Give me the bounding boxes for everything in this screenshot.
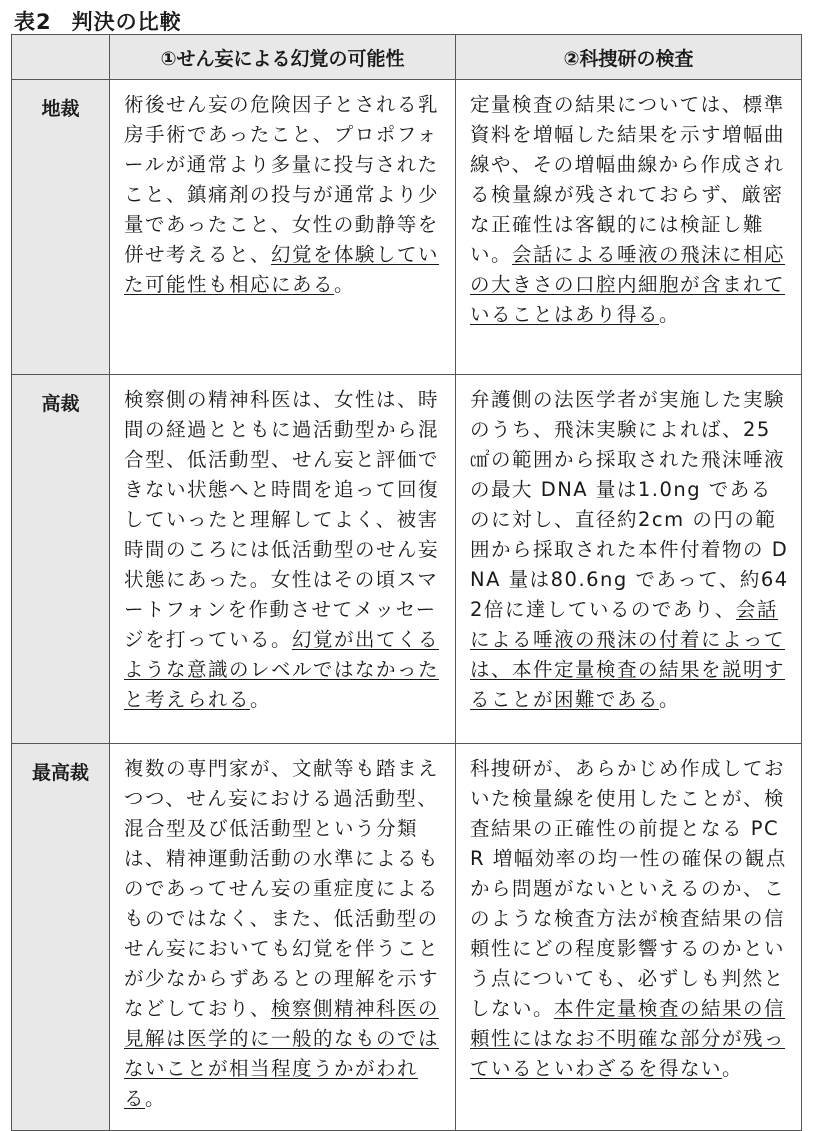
cell-forensic-test — [456, 80, 802, 375]
cell-text: 検察側の精神科医は、女性は、時間の経過とともに過活動型から混合型、低活動型、せん妄と評価できない状態へと時間を追って回復していったと理解してよく、被害時間のころには低活動型のせん妄状態にあった。女性はその頃スマートフォンを作動させてメッセージを打っている。 — [124, 388, 440, 651]
cell-text: 弁護側の法医学者が実施した実験のうち、飛沫実験によれば、25㎠の範囲から採取された飛沫唾液の最大 DNA 量は1.0ng であるのに対し、直径約2cm の円の範囲から採取された本件付着物の DNA 量は80.6ng であって、約642倍に達しているのであり、 — [470, 388, 789, 621]
cell-tail: 。 — [145, 1087, 167, 1110]
cell-tail: 。 — [722, 1057, 744, 1080]
cell-tail: 。 — [250, 688, 272, 711]
underlined-text: 会話による唾液の飛沫に相応の大きさの口腔内細胞が含まれていることはあり得る — [470, 243, 786, 326]
cell-forensic-test — [456, 744, 802, 1131]
table-row — [12, 80, 802, 375]
header-blank-cell — [12, 35, 110, 80]
table-title — [14, 6, 182, 36]
table-title-text: 判決の比較 — [71, 10, 182, 34]
cell-hallucination — [110, 80, 456, 375]
row-header-high-court: 高裁 — [12, 375, 110, 744]
underlined-text: 本件定量検査の結果の信頼性にはなお不明確な部分が残っているといわざるを得ない — [470, 997, 786, 1080]
header-col-hallucination: ①せん妄による幻覚の可能性 — [110, 35, 456, 80]
cell-forensic-test — [456, 375, 802, 744]
header-col-forensic-test: ②科捜研の検査 — [456, 35, 802, 80]
table-number: 表2 — [14, 10, 52, 34]
underlined-text: 幻覚が出てくるような意識のレベルではなかったと考えられる — [124, 628, 440, 711]
row-header-district-court: 地裁 — [12, 80, 110, 375]
cell-text: 複数の専門家が、文献等も踏まえつつ、せん妄における過活動型、混合型及び低活動型という分類は、精神運動活動の水準によるものであってせん妄の重症度によるものではなく、また、低活動型のせん妄においても幻覚を伴うことが少なからずあるとの理解を示すなどしており、 — [124, 757, 440, 1020]
cell-tail: 。 — [659, 303, 681, 326]
cell-hallucination — [110, 744, 456, 1131]
cell-tail: 。 — [334, 273, 356, 296]
underlined-text: 会話による唾液の飛沫の付着によっては、本件定量検査の結果を説明することが困難である — [470, 598, 786, 711]
table-row — [12, 744, 802, 1131]
cell-tail: 。 — [659, 688, 681, 711]
comparison-table — [11, 34, 802, 1131]
table-row — [12, 375, 802, 744]
underlined-text: 幻覚を体験していた可能性も相応にある — [124, 243, 440, 296]
cell-text: 定量検査の結果については、標準資料を増幅した結果を示す増幅曲線や、その増幅曲線から作成される検量線が残されておらず、厳密な正確性は客観的には検証し難い。 — [470, 93, 786, 266]
cell-text: 科捜研が、あらかじめ作成しておいた検量線を使用したことが、検査結果の正確性の前提となる PCR 増幅効率の均一性の確保の観点から問題がないといえるのか、このような検査方法が検査結果の信頼性にどの程度影響するのかという点についても、必ずしも判然としない。 — [470, 757, 787, 1020]
cell-text: 術後せん妄の危険因子とされる乳房手術であったこと、プロポフォールが通常より多量に投与されたこと、鎮痛剤の投与が通常より少量であったこと、女性の動静等を併せ考えると、 — [124, 93, 440, 266]
row-header-supreme-court: 最高裁 — [12, 744, 110, 1131]
underlined-text: 検察側精神科医の見解は医学的に一般的なものではないことが相当程度うかがわれる — [124, 997, 440, 1110]
cell-hallucination — [110, 375, 456, 744]
header-row — [12, 35, 802, 80]
